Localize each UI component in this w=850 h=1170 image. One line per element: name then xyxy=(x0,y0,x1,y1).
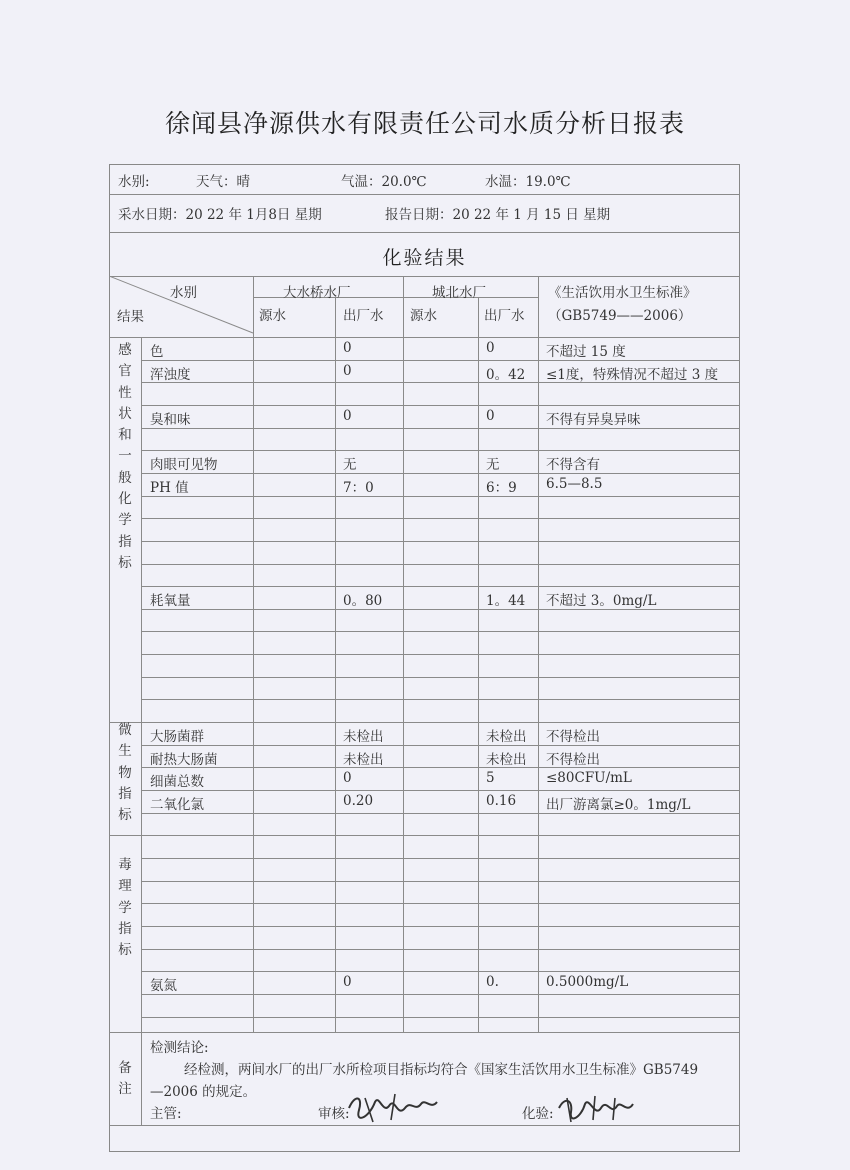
plant1-output-value: 0。80 xyxy=(343,593,383,609)
conclusion-line2: —2006 的规定。 xyxy=(150,1084,257,1100)
plant2-output-value: 0.16 xyxy=(486,793,517,809)
plant1-output-value: 0 xyxy=(343,340,352,356)
divider xyxy=(141,337,142,1125)
divider xyxy=(538,276,539,337)
divider xyxy=(109,232,740,233)
plant1-output-value: 7：0 xyxy=(343,480,374,496)
header-plant2: 城北水厂 xyxy=(432,285,486,301)
standard-value: 不得有异臭异味 xyxy=(546,412,641,428)
column-divider xyxy=(253,337,254,1032)
row-divider xyxy=(141,677,740,678)
row-divider xyxy=(141,858,740,859)
plant1-output-value: 0 xyxy=(343,974,352,990)
standard-value: ≤1度，特殊情况不超过 3 度 xyxy=(546,367,719,383)
row-divider xyxy=(141,564,740,565)
row-divider xyxy=(141,745,740,746)
divider xyxy=(109,337,740,338)
water-type-label: 水别: xyxy=(118,174,150,190)
reviewer-signature xyxy=(345,1088,440,1126)
header-plant2-source: 源水 xyxy=(410,308,437,324)
row-divider xyxy=(141,541,740,542)
page-title: 徐闻县净源供水有限责任公司水质分析日报表 xyxy=(164,109,685,138)
header-plant2-output: 出厂水 xyxy=(484,308,525,324)
item-name: 二氧化氯 xyxy=(150,797,204,813)
header-result: 结果 xyxy=(117,309,144,325)
category-toxicological: 毒 理 学 指 标 xyxy=(118,857,132,959)
row-divider xyxy=(141,450,740,451)
row-divider xyxy=(141,473,740,474)
plant2-output-value: 5 xyxy=(486,770,495,786)
row-divider xyxy=(141,699,740,700)
header-plant1-source: 源水 xyxy=(259,308,286,324)
row-divider xyxy=(141,790,740,791)
standard-value: 不超过 3。0mg/L xyxy=(546,593,657,609)
divider xyxy=(335,297,336,337)
tester-signature xyxy=(555,1090,635,1126)
plant1-output-value: 0 xyxy=(343,408,352,424)
row-divider xyxy=(141,949,740,950)
weather-text: 天气：晴 xyxy=(196,174,250,190)
row-divider xyxy=(141,903,740,904)
item-name: 细菌总数 xyxy=(150,774,204,790)
reviewer-label: 审核: xyxy=(318,1106,350,1122)
column-divider xyxy=(335,337,336,1032)
air-temp-text: 气温：20.0℃ xyxy=(341,174,427,190)
row-divider xyxy=(141,360,740,361)
category-remarks: 备 注 xyxy=(118,1060,132,1098)
plant1-output-value: 无 xyxy=(343,457,357,473)
item-name: 色 xyxy=(150,344,164,360)
row-divider xyxy=(141,405,740,406)
header-plant1-output: 出厂水 xyxy=(343,308,384,324)
column-divider xyxy=(538,337,539,1032)
report-date-text: 报告日期：20 22 年 1 月 15 日 星期 xyxy=(385,207,611,223)
divider xyxy=(403,276,404,337)
row-divider xyxy=(109,835,740,836)
header-standard-title: 《生活饮用水卫生标准》 xyxy=(548,285,697,301)
row-divider xyxy=(141,971,740,972)
sampling-date-text: 采水日期：20 22 年 1月8日 星期 xyxy=(118,207,322,223)
plant2-output-value: 未检出 xyxy=(486,752,527,768)
supervisor-label: 主管: xyxy=(150,1106,182,1122)
row-divider xyxy=(141,428,740,429)
plant2-output-value: 0 xyxy=(486,408,495,424)
category-microbial: 微 生 物 指 标 xyxy=(118,722,132,824)
divider xyxy=(478,297,479,337)
standard-value: 不得含有 xyxy=(546,457,600,473)
water-temp-text: 水温：19.0℃ xyxy=(485,174,571,190)
plant1-output-value: 0 xyxy=(343,770,352,786)
section-title: 化验结果 xyxy=(382,247,467,269)
row-divider xyxy=(141,881,740,882)
item-name: 大肠菌群 xyxy=(150,729,204,745)
standard-value: 出厂游离氯≥0。1mg/L xyxy=(546,797,691,813)
standard-value: 不得检出 xyxy=(546,729,600,745)
conclusion-line1: 经检测，两间水厂的出厂水所检项目指标均符合《国家生活饮用水卫生标准》GB5749 xyxy=(184,1062,699,1078)
plant1-output-value: 未检出 xyxy=(343,729,384,745)
row-divider xyxy=(141,496,740,497)
row-divider xyxy=(141,813,740,814)
divider xyxy=(109,194,740,195)
column-divider xyxy=(403,337,404,1032)
plant2-output-value: 0。42 xyxy=(486,367,526,383)
plant2-output-value: 0 xyxy=(486,340,495,356)
item-name: 耐热大肠菌 xyxy=(150,752,218,768)
plant2-output-value: 0. xyxy=(486,974,499,990)
row-divider xyxy=(141,609,740,610)
row-divider xyxy=(141,767,740,768)
standard-value: 6.5—8.5 xyxy=(546,476,603,492)
row-divider xyxy=(141,518,740,519)
category-sensory: 感 官 性 状 和 一 般 化 学 指 标 xyxy=(118,342,132,571)
standard-value: ≤80CFU/mL xyxy=(546,770,632,786)
row-divider xyxy=(141,631,740,632)
column-divider xyxy=(478,337,479,1032)
plant2-output-value: 6：9 xyxy=(486,480,517,496)
plant1-output-value: 未检出 xyxy=(343,752,384,768)
tester-label: 化验: xyxy=(522,1106,554,1122)
item-name: 耗氧量 xyxy=(150,593,191,609)
plant1-output-value: 0.20 xyxy=(343,793,374,809)
row-divider xyxy=(141,586,740,587)
plant2-output-value: 1。44 xyxy=(486,593,526,609)
item-name: 氨氮 xyxy=(150,978,177,994)
header-water-type: 水别 xyxy=(170,285,197,301)
row-divider xyxy=(141,1017,740,1018)
standard-value: 不得检出 xyxy=(546,752,600,768)
row-divider xyxy=(141,994,740,995)
conclusion-label: 检测结论: xyxy=(150,1040,209,1056)
header-standard-code: （GB5749——2006） xyxy=(548,308,692,324)
plant1-output-value: 0 xyxy=(343,363,352,379)
row-divider xyxy=(141,654,740,655)
row-divider xyxy=(141,926,740,927)
item-name: 肉眼可见物 xyxy=(150,457,218,473)
divider xyxy=(109,1032,740,1033)
item-name: 浑浊度 xyxy=(150,367,191,383)
plant2-output-value: 未检出 xyxy=(486,729,527,745)
standard-value: 不超过 15 度 xyxy=(546,344,626,360)
standard-value: 0.5000mg/L xyxy=(546,974,629,990)
plant2-output-value: 无 xyxy=(486,457,500,473)
item-name: PH 值 xyxy=(150,480,189,496)
row-divider xyxy=(109,722,740,723)
header-plant1: 大水桥水厂 xyxy=(283,285,351,301)
item-name: 臭和味 xyxy=(150,412,191,428)
